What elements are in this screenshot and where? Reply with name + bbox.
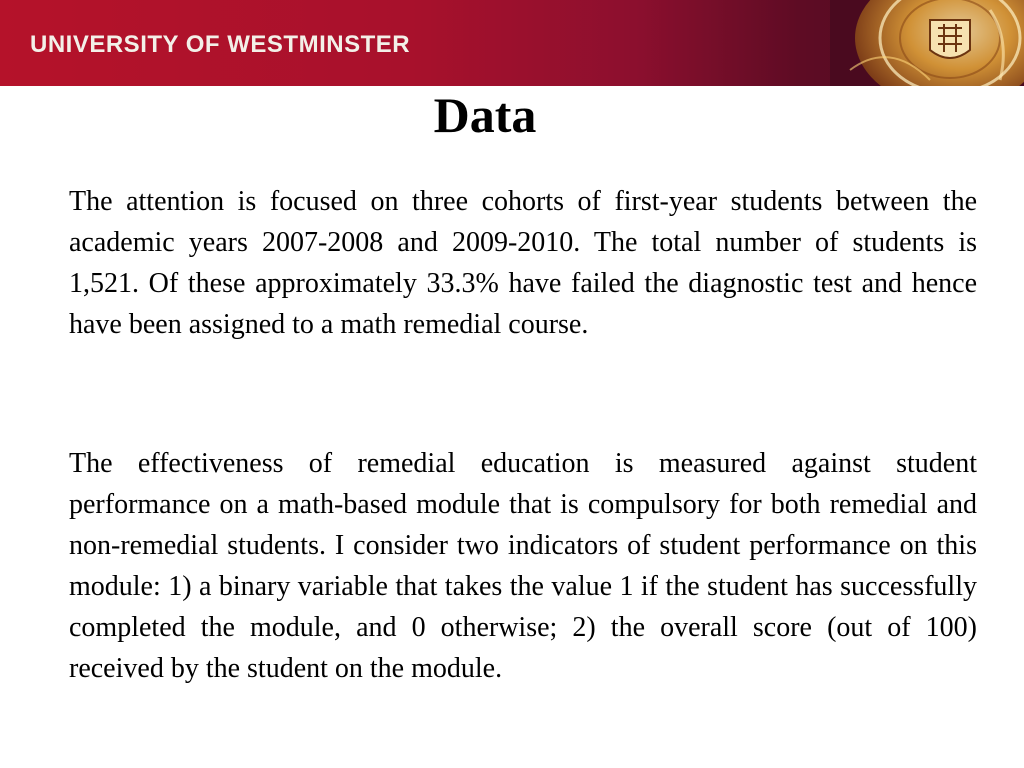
university-name: UNIVERSITY OF WESTMINSTER: [30, 31, 411, 58]
header-banner: [0, 0, 1024, 86]
paragraph-cohorts: The attention is focused on three cohorts of first-year students between the academic years 2007-2008 and 2009-2010. The total number of students is 1,521. Of these approximately 33.3% have failed the diagnostic test and hence have been assigned to a math remedial course.: [69, 186, 977, 340]
university-crest-logo: [830, 0, 1024, 86]
slide-title: Data: [433, 87, 537, 143]
paragraph-effectiveness: The effectiveness of remedial education is measured against student performance on a math-based module that is compulsory for both remedial and non-remedial students. I consider two indicators of student performance on this module: 1) a binary variable that takes the value 1 if the student has successfully completed the module, and 0 otherwise; 2) the overall score (out of 100) received by the student on the module.: [69, 448, 977, 684]
